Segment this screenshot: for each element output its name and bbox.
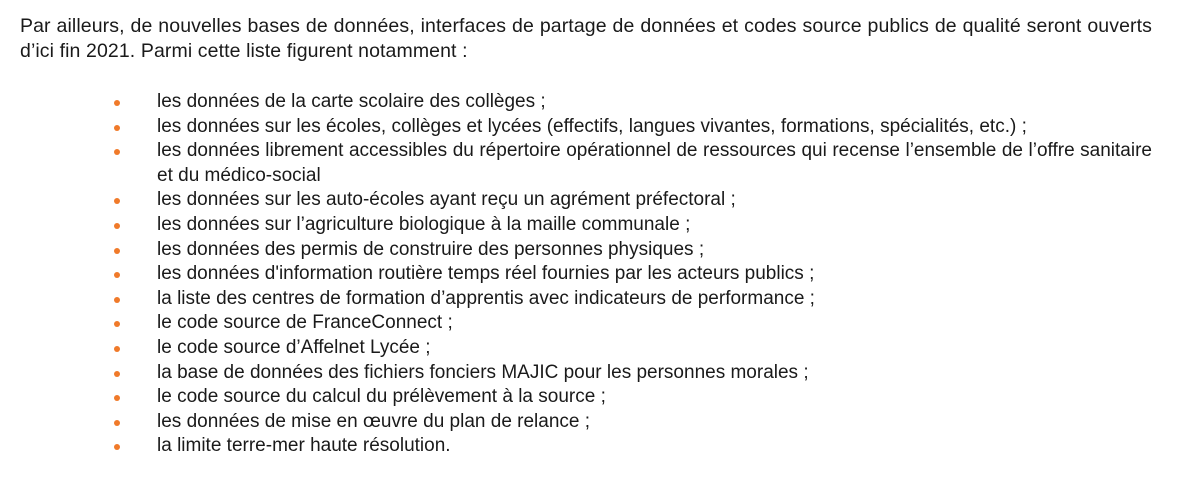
list-item-text: les données de la carte scolaire des collèges ; [157, 91, 546, 112]
bullet-list [20, 90, 1152, 459]
intro-paragraph: Par ailleurs, de nouvelles bases de données, interfaces de partage de données et codes source publics de qualité seront ouverts d’ici fin 2021. Parmi cette liste figurent notamment : [20, 15, 1152, 62]
bullet-icon [114, 297, 120, 303]
bullet-icon [114, 371, 120, 377]
list-item [157, 361, 1152, 386]
list-item [157, 410, 1152, 435]
list-item-text: la liste des centres de formation d’apprentis avec indicateurs de performance ; [157, 287, 815, 309]
bullet-icon [114, 346, 120, 352]
list-item [157, 139, 1152, 188]
list-item-text: les données des permis de construire des personnes physiques ; [157, 238, 705, 260]
bullet-icon [114, 125, 120, 131]
list-item [157, 213, 1152, 238]
list-item-text: la base de données des fichiers fonciers MAJIC pour les personnes morales ; [157, 361, 809, 383]
bullet-icon [114, 248, 120, 254]
bullet-icon [114, 272, 120, 278]
list-item [157, 115, 1152, 140]
list-item [157, 238, 1152, 263]
list-item-text: le code source de FranceConnect ; [157, 312, 453, 334]
list-item [157, 287, 1152, 312]
list-item [157, 385, 1152, 410]
list-item-text: les données d'information routière temps réel fournies par les acteurs publics ; [157, 263, 815, 285]
list-item-text: le code source du calcul du prélèvement à la source ; [157, 386, 606, 408]
bullet-icon [114, 149, 120, 155]
list-item [157, 90, 1152, 115]
list-item-text: les données sur les écoles, collèges et lycées (effectifs, langues vivantes, formations, spécialités, etc.) ; [157, 115, 1027, 137]
bullet-icon [114, 420, 120, 426]
bullet-icon [114, 223, 120, 229]
list-item [157, 188, 1152, 213]
list-item [157, 336, 1152, 361]
list-item [157, 262, 1152, 287]
bullet-icon [114, 395, 120, 401]
list-item-text: les données sur l’agriculture biologique à la maille communale ; [157, 213, 691, 235]
list-item-text: les données sur les auto-écoles ayant reçu un agrément préfectoral ; [157, 189, 736, 211]
bullet-icon [114, 100, 120, 106]
list-item-text: les données de mise en œuvre du plan de relance ; [157, 410, 591, 432]
list-item-text: le code source d’Affelnet Lycée ; [157, 336, 431, 358]
list-item-text: la limite terre-mer haute résolution. [157, 435, 451, 457]
bullet-icon [114, 444, 120, 450]
bullet-icon [114, 321, 120, 327]
list-item-text: les données librement accessibles du répertoire opérationnel de ressources qui recense l’ensemble de l’offre sanitaire et du médico-social [157, 140, 1152, 186]
list-item [157, 434, 1152, 459]
bullet-icon [114, 198, 120, 204]
list-item [157, 311, 1152, 336]
